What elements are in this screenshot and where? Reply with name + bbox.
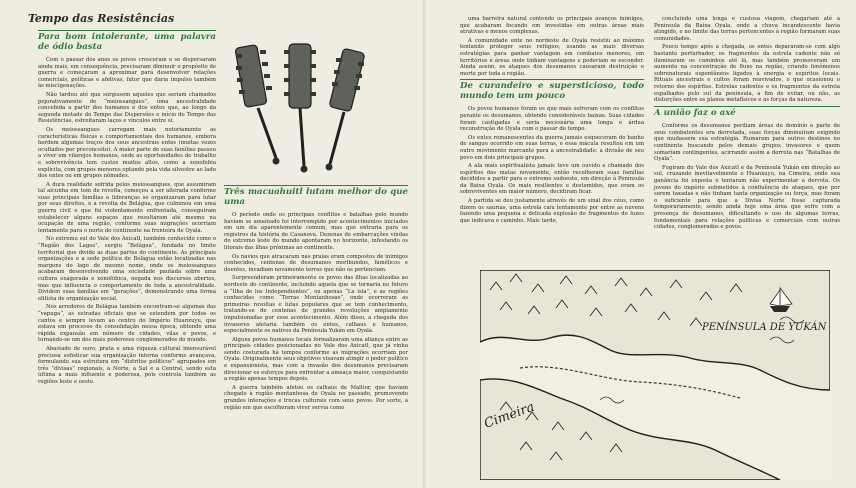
- macuahuitl-illustration: [232, 40, 372, 180]
- paragraph: A comunidade ente no nordeste de Oyala resistiu ao máximo tentando proteger seus refúgios, usando as mais diversas estratégias para ganhar vantagem em combates menores, em territórios e áreas onde tinham vantagens e poderiam se esconder. Ainda assim, os ataques dos desumanos causaram destruição e morte por toda a região.: [460, 37, 644, 77]
- right-page: [428, 0, 856, 488]
- paragraph: Não tardou até que surgissem aqueles que seriam chamados pejorativamente de “meiossangues”, uma ancestralidade concebida a partir dos humanos e dos entes que, ao longo da segunda metade do Tempo das Dispersões e início do Tempo das Resistências, estreitaram laços e vínculos entre si.: [38, 91, 216, 125]
- paragraph: uma barreira natural contendo os principais avanços inimigos, que acabaram focando em investidas em outras áreas mais atrativas e menos complexas.: [460, 16, 644, 36]
- paragraph: Conforme os desumanos perdiam áreas de domínio e parte de seus combatentes era derrotada, suas forças diminuíram exigindo que mudassem sua estratégia. Rumaram para outros destinos no continente buscando pelos demais grupos invasores e quem somariam contingentes, acirrando assim a derrota nas “Batalhas de Oyala”.: [654, 123, 840, 163]
- paragraph: Alguns povos humanos locais formalizaram uma aliança entre as principais cidades posicionadas no Vale dos Axicatl, que já vinha sendo costurada há tempos conforme as migrações ocorriam por Oyala. Originalmente seus objetivos visavam atingir o poder político e expansionista, mas com a invasão dos desumanos precisaram direcionar os esforços para enfrentar a ameaça maior, conquistando a região apenas tempos depois.: [224, 336, 408, 383]
- paragraph: Os meiossangues carregam mais notoriamente as características físicas e comportamentais dos humanos, embora herdem algumas traços dos seus ancestrais entes (muitas vezes ocultados por preconceito). A maior parte de suas famílias passou a viver em vilarejos humanos, onde as oportunidades de trabalho e sobrevivência tem custos muitos altos, como a xenofobia explícita, com grupos menores optando pela vida silvestre ao lado dos entes ou em grupos nômades.: [38, 126, 216, 180]
- map-svg: [480, 270, 830, 480]
- section-heading: Para bom intolerante, uma palavra de ódio basta: [38, 32, 216, 52]
- section-heading: A união faz o axé: [654, 106, 840, 119]
- paragraph: A dura realidade sofrida pelos meiossangues, que assumiram tal alcunha em tom de revolta, começou a ser alterada conforme suas principais famílias e lideranças se organizaram para lutar por seus direitos, e a revolta de Belágua, que culminou em uma guerra civil e que foi violentamente enfrentada, conseguiram estabelecer alguns espaços que resultaram até mesmo na ocupação de uma região, conforme suas migrações ocorriam lentamente para o norte do continente na fronteira de Oyala.: [38, 181, 216, 234]
- map-label-peninsula: PENÍNSULA DE YUKÁN: [702, 322, 827, 333]
- paragraph: Os povos humanos foram os que mais sofreram com os conflitos perante os desumanos, obtendo consideráveis baixas. Suas cidades foram castigadas e seria necessária uma longa e árdua reconstrução de Oyala com o passar do tempo.: [460, 106, 644, 133]
- paragraph: Pouco tempo após a chegada, os entes depararam-se com algo bastante perturbador, os fragmentos da estrela cadente não só iluminaram os caminhos até lá, mas também promoveram um aumento na concentração de fluxo na região, criando fenômenos sobrenaturais espontâneos ligados à energia e espíritos locais. Rituais ancestrais e cultos foram reavivados, o que ocasionou o retorno dos espíritos. Estrelas cadentes e os fragmentos da estrela espalhados pelo sul da península, a fim de evitar, ou não, as distorções entre os planos metafísicos e as forças da natureza.: [654, 44, 840, 104]
- running-head: Tempo das Resistências: [28, 12, 175, 25]
- paragraph: Os navios que atracaram nas praias eram compostos de inimigos conhecidos, centenas de desumanos morlbundos, famélicos e doentes, invadiam novamente terras que não os pertenciam.: [224, 253, 408, 273]
- paragraph: Os entes remanescentes da guerra jamais esqueceram do banho de sangue ocorrido em suas terras, e essa mácula resultou em um outro movimento marcante para a ancestralidade: a divisão de seu povo em dois principais grupos.: [460, 134, 644, 161]
- right-column-2: [654, 16, 840, 233]
- section-heading: Três macuahuitl lutam melhor do que uma: [224, 187, 408, 207]
- paragraph: Surpreenderam primeiramente os povos das ilhas localizadas ao nordeste do continente, incluindo aquela que se tornaria no futuro a “Ilha de los Independientes”, ou apenas “La isla”, e as regiões conhecidas como “Terras Montanhosas”, onde ocorreram as primeiras revoltas e lutas populares que se tem conhecimento, tratando-se de centenas de grandes revoluções amplamente impulsionadas por esse acontecimento. Além disso, a chegada dos invasores afetaria também os entes, calhaus e humanos, especialmente os nativos da Península Yukán em Oyala.: [224, 275, 408, 335]
- left-column-1: [38, 28, 216, 388]
- paragraph: Com o passar dos anos os povos cresceram e se dispersaram ainda mais, em consequência, precisaram diminuir o propósito de guerra e começaram a aproximar para desenvolver relações comerciais, políticas e afetivas, fator que daria impulso também às miscigenações.: [38, 57, 216, 90]
- right-column-1: [460, 16, 644, 226]
- weapons-svg: [232, 40, 372, 180]
- map-label-cimeira: Cimeira: [482, 399, 537, 432]
- left-column-2: [224, 183, 408, 413]
- region-map: [480, 270, 830, 480]
- paragraph: No extremo sul do Vale dos Axicatl, também conhecido como o “Região dos Lagos”, surgiu “Belágua”, fundada no limite territorial que divide as duas partes do continente. As principais organizações e a sede política de Belágua estão localizadas nas margens do lago de mesmo nome, onde os meiossangues acabaram desenvolvendo uma sociedade pautada sobre uma cultura exagerada e xenofóbica, negada nos discursos abertos, mas que influencia o comportamento de toda a ancestralidade. Dividem suas famílias em “gerações”, demonstrando uma forma elitista de organização social.: [38, 236, 216, 302]
- paragraph: Abastado de ouro, prata e uma riqueza cultural imensurável preciosa sofisticar sua organização interna conforme avançava, formulando sua estrutura em “distritos políticos” agrupados em três “divisas” regionais, a Norte, a Sul e a Central, sendo esta última a mais influente e poderosa, pois controla também as regiões leste e oeste.: [38, 345, 216, 385]
- paragraph: concluindo uma longa e custosa viagem, chegariam até a Península da Baixa Oyala, onde a chuva incandescente havia atingido, e no limite das terras pertencentes à região formaram suas comunidades.: [654, 16, 840, 42]
- section-heading: De curandeiro e supersticioso, todo mundo tem um pouco: [460, 81, 644, 101]
- paragraph: O período onde os principais conflitos e batalhas pelo mundo haviam se amainado foi interrompido por acontecimentos iniciados em um dia aparentemente comum, mas que entraria para os registros da história de Casanova. Dezenas de embarcações vindas do extremo leste do mundo apontaram no horizonte, infestando os litorais das ilhas próximas ao continente.: [224, 212, 408, 251]
- paragraph: Nos arredores de Belágua também encontram-se algumas das “vapuga”, as estradas oficiais que se estendem por todos os cantos e sempre levam ao centro do Império Huanxuyu, que estava em processo de consolidação nessa época, obtendo uma rápida expansão em número de cidades, vilas e povos, e tornando-se um dos mais poderosos conglomerados do mundo.: [38, 304, 216, 344]
- paragraph: Fugiram do Vale dos Axicatl e da Península Yukán em direção ao sul, cruzando inevitavelmente o Huanxuyu, na Cimeira, onde sua ganância foi exposta e tentaram não experimentar a derrota. Os jovens do império submetidos à confluência de ataques, que por serem taxadas e não tinham tanta organização ou força, mas foram o suficiente para que a Divisa Norte fosse capturada temporariamente, sendo ainda hoje uma área que sofre com a presença de desumanos, dificultando o uso de algumas terras, fundamentais para relações políticas e comerciais com outras cidades, conglomerados e povos.: [654, 164, 840, 231]
- paragraph: A partida se deu justamente através de um sinal dos céus, como dizem os saurias, uma estrela caiu lentamente por entre as nuvens fazendo uma pequena e delicada explosão de fragmentos de luzes que indicava o caminho. Mais tarde,: [460, 198, 644, 224]
- paragraph: A ala mais espiritualista jamais teve um ouvido e chamado dos espíritos das matas novamente, então recolheram suas famílias decididos a partir para o extremo sudoeste, em direção à Península da Baixa Oyala. Os mais resilientes e destemidos, que eram os sobreviventes em maior número, decidiram ficar.: [460, 163, 644, 196]
- paragraph: A guerra também afetou os calhaus de Maltior, que haviam chegado à região montanhosa de Oyala no passado, promovendo grandes interações e trocas culturais com seus povos. Por sorte, a região em que escolheram viver servia como: [224, 384, 408, 411]
